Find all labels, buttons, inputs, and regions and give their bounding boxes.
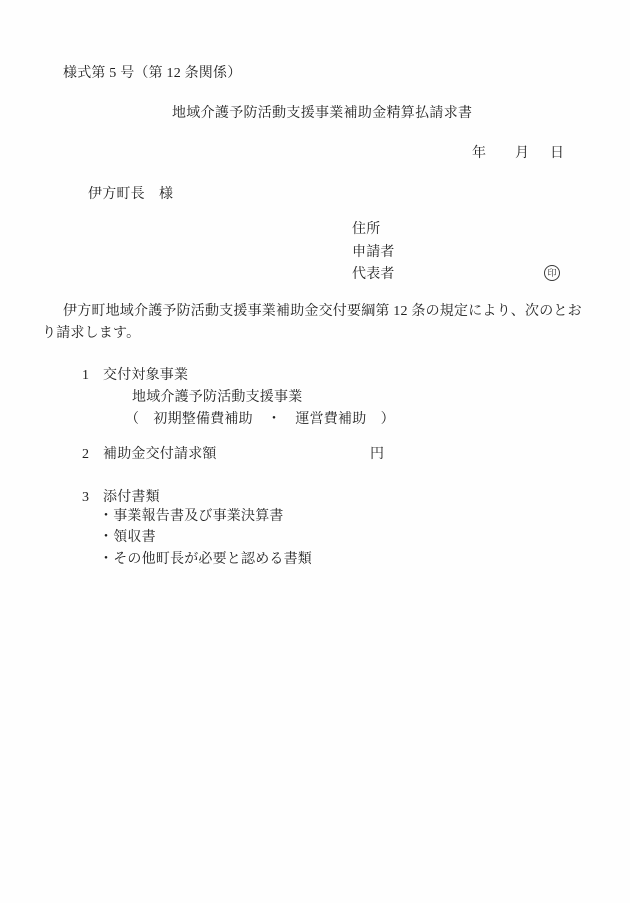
addressee: 伊方町長 様 xyxy=(88,187,174,202)
item-3-bullet-3: ・その他町長が必要と認める書類 xyxy=(99,552,312,567)
document-title: 地域介護予防活動支援事業補助金精算払請求書 xyxy=(172,106,473,121)
body-paragraph-line2: り請求します。 xyxy=(42,326,141,341)
form-number: 様式第 5 号（第 12 条関係） xyxy=(63,66,242,81)
item-3-label: 添付書類 xyxy=(103,490,160,505)
representative-label: 代表者 xyxy=(352,267,395,282)
item-3-number: 3 xyxy=(82,490,89,505)
item-3-bullet-2: ・領収書 xyxy=(99,530,156,545)
item-1-heading xyxy=(82,369,188,383)
item-1-subline-2: （ 初期整備費補助 ・ 運営費補助 ） xyxy=(125,412,395,427)
address-label: 住所 xyxy=(352,222,381,237)
seal-text: 印 xyxy=(547,267,557,278)
item-2-unit-label: 円 xyxy=(370,447,385,462)
item-2-label: 補助金交付請求額 xyxy=(103,447,217,462)
item-2-number: 2 xyxy=(82,447,89,462)
item-3-bullet-1: ・事業報告書及び事業決算書 xyxy=(99,509,284,524)
date-month-label: 月 xyxy=(515,146,530,161)
item-1-label: 交付対象事業 xyxy=(103,368,189,383)
item-1-number: 1 xyxy=(82,368,89,383)
item-1-subline-1: 地域介護予防活動支援事業 xyxy=(132,390,303,405)
body-paragraph-line1: 伊方町地域介護予防活動支援事業補助金交付要綱第 12 条の規定により、次のとお xyxy=(63,304,582,319)
date-day-label: 日 xyxy=(550,146,565,161)
item-3-heading xyxy=(82,491,160,505)
item-2-heading xyxy=(82,448,217,462)
applicant-label: 申請者 xyxy=(352,245,395,260)
date-year-label: 年 xyxy=(472,146,487,161)
seal-icon xyxy=(544,265,560,281)
